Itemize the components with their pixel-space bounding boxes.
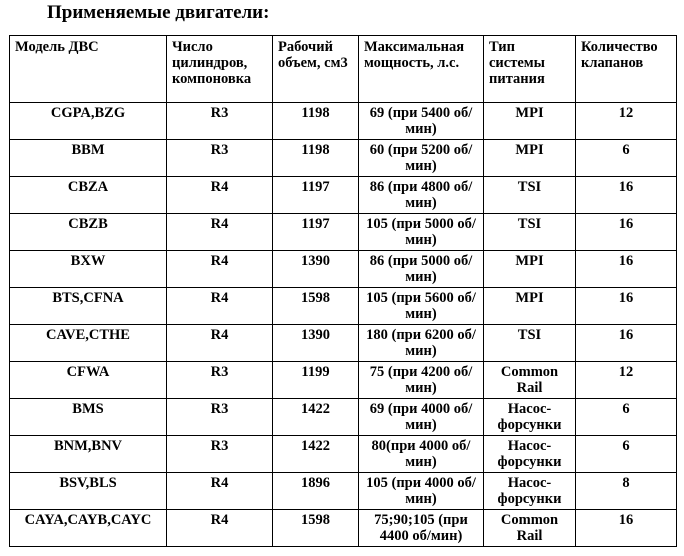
cell-engine-model: CBZB	[10, 214, 167, 251]
cell-valve-count: 6	[576, 140, 677, 177]
cell-displacement: 1896	[273, 473, 359, 510]
cell-engine-model: CBZA	[10, 177, 167, 214]
cell-cylinders-layout: R3	[167, 399, 273, 436]
cell-max-power: 69 (при 5400 об/мин)	[359, 103, 484, 140]
cell-engine-model: BSV,BLS	[10, 473, 167, 510]
cell-valve-count: 16	[576, 325, 677, 362]
header-valve-count: Количество клапанов	[576, 36, 677, 103]
cell-fuel-system: MPI	[484, 288, 576, 325]
table-row	[10, 399, 677, 436]
cell-displacement: 1598	[273, 288, 359, 325]
cell-valve-count: 16	[576, 177, 677, 214]
table-row	[10, 436, 677, 473]
cell-max-power: 105 (при 5000 об/мин)	[359, 214, 484, 251]
engines-table	[9, 35, 677, 547]
cell-fuel-system: Common Rail	[484, 362, 576, 399]
cell-engine-model: CFWA	[10, 362, 167, 399]
table-row	[10, 214, 677, 251]
table-row	[10, 473, 677, 510]
document-title: Применяемые двигатели:	[47, 2, 270, 23]
header-engine-model: Модель ДВС	[10, 36, 167, 103]
cell-engine-model: BBM	[10, 140, 167, 177]
cell-fuel-system: Насос-форсунки	[484, 436, 576, 473]
table-body	[10, 103, 677, 547]
cell-cylinders-layout: R3	[167, 140, 273, 177]
cell-max-power: 75 (при 4200 об/мин)	[359, 362, 484, 399]
table-row	[10, 288, 677, 325]
cell-valve-count: 16	[576, 214, 677, 251]
cell-fuel-system: MPI	[484, 251, 576, 288]
cell-fuel-system: TSI	[484, 325, 576, 362]
table-header-row	[10, 36, 677, 103]
cell-engine-model: CAVE,CTHE	[10, 325, 167, 362]
cell-engine-model: BNM,BNV	[10, 436, 167, 473]
cell-displacement: 1390	[273, 251, 359, 288]
cell-max-power: 105 (при 5600 об/мин)	[359, 288, 484, 325]
table-row	[10, 362, 677, 399]
cell-valve-count: 6	[576, 399, 677, 436]
cell-valve-count: 12	[576, 362, 677, 399]
cell-displacement: 1197	[273, 214, 359, 251]
cell-max-power: 60 (при 5200 об/мин)	[359, 140, 484, 177]
cell-fuel-system: Common Rail	[484, 510, 576, 547]
cell-cylinders-layout: R3	[167, 362, 273, 399]
header-cylinders-layout: Число цилиндров, компоновка	[167, 36, 273, 103]
cell-engine-model: BMS	[10, 399, 167, 436]
cell-engine-model: CGPA,BZG	[10, 103, 167, 140]
cell-cylinders-layout: R4	[167, 214, 273, 251]
cell-fuel-system: Насос-форсунки	[484, 473, 576, 510]
table-row	[10, 140, 677, 177]
cell-valve-count: 16	[576, 510, 677, 547]
cell-fuel-system: Насос-форсунки	[484, 399, 576, 436]
cell-displacement: 1199	[273, 362, 359, 399]
table-row	[10, 325, 677, 362]
cell-cylinders-layout: R4	[167, 251, 273, 288]
cell-max-power: 80(при 4000 об/мин)	[359, 436, 484, 473]
cell-cylinders-layout: R4	[167, 177, 273, 214]
header-displacement: Рабочий объем, см3	[273, 36, 359, 103]
cell-engine-model: CAYA,CAYB,CAYC	[10, 510, 167, 547]
cell-engine-model: BTS,CFNA	[10, 288, 167, 325]
cell-displacement: 1198	[273, 103, 359, 140]
cell-cylinders-layout: R4	[167, 510, 273, 547]
table-row	[10, 510, 677, 547]
cell-valve-count: 12	[576, 103, 677, 140]
cell-cylinders-layout: R3	[167, 436, 273, 473]
cell-cylinders-layout: R4	[167, 288, 273, 325]
cell-fuel-system: MPI	[484, 103, 576, 140]
header-fuel-system: Тип системы питания	[484, 36, 576, 103]
cell-displacement: 1197	[273, 177, 359, 214]
cell-displacement: 1598	[273, 510, 359, 547]
table-row	[10, 103, 677, 140]
cell-engine-model: BXW	[10, 251, 167, 288]
table-row	[10, 251, 677, 288]
cell-cylinders-layout: R4	[167, 473, 273, 510]
cell-max-power: 180 (при 6200 об/мин)	[359, 325, 484, 362]
cell-fuel-system: TSI	[484, 177, 576, 214]
cell-max-power: 86 (при 5000 об/мин)	[359, 251, 484, 288]
table-row	[10, 177, 677, 214]
cell-displacement: 1422	[273, 436, 359, 473]
cell-cylinders-layout: R3	[167, 103, 273, 140]
cell-displacement: 1198	[273, 140, 359, 177]
cell-valve-count: 6	[576, 436, 677, 473]
cell-valve-count: 16	[576, 288, 677, 325]
cell-fuel-system: TSI	[484, 214, 576, 251]
cell-cylinders-layout: R4	[167, 325, 273, 362]
cell-displacement: 1422	[273, 399, 359, 436]
cell-fuel-system: MPI	[484, 140, 576, 177]
cell-valve-count: 8	[576, 473, 677, 510]
cell-valve-count: 16	[576, 251, 677, 288]
cell-max-power: 105 (при 4000 об/мин)	[359, 473, 484, 510]
cell-max-power: 86 (при 4800 об/мин)	[359, 177, 484, 214]
cell-displacement: 1390	[273, 325, 359, 362]
cell-max-power: 75;90;105 (при 4400 об/мин)	[359, 510, 484, 547]
header-max-power: Максимальная мощность, л.с.	[359, 36, 484, 103]
cell-max-power: 69 (при 4000 об/мин)	[359, 399, 484, 436]
